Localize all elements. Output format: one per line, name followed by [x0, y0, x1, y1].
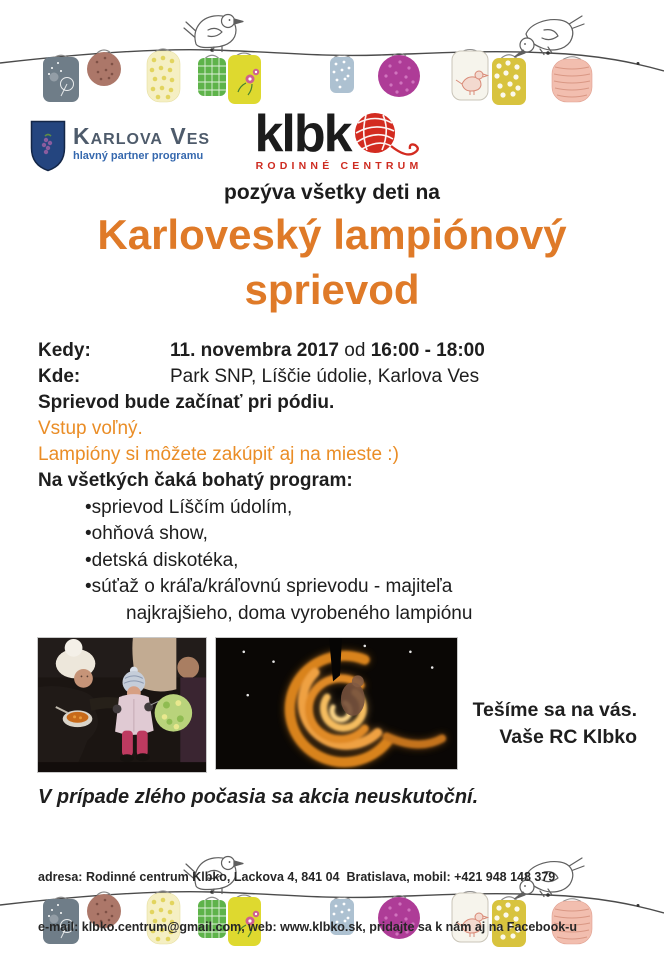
- partner-name: Karlova Ves: [73, 123, 211, 149]
- where-row: [38, 364, 638, 390]
- top-lantern-garland: [0, 0, 664, 115]
- invite-line: pozýva všetky deti na: [224, 181, 440, 204]
- when-row: [38, 338, 638, 364]
- footer-address-line: adresa: Rodinné centrum Klbko, Lackova 4, 841 04 Bratislava, mobil: +421 948 148 379: [38, 870, 556, 884]
- partner-tagline: hlavný partner programu: [73, 150, 204, 162]
- poster-title: [0, 207, 664, 317]
- lantern-note: Lampióny si môžete zakúpiť aj na mieste :): [38, 444, 399, 465]
- klbko-logo: [244, 105, 434, 172]
- closing-message: [397, 697, 637, 751]
- yarn-ball-icon: [352, 110, 424, 160]
- title-line-1: Karloveský lampiónový: [97, 211, 567, 258]
- karlova-ves-logo: [30, 120, 210, 172]
- when-label: Kedy:: [38, 340, 91, 361]
- program-section: [38, 468, 638, 627]
- program-item-continuation: najkrajšieho, doma vyrobeného lampiónu: [126, 602, 473, 624]
- footer-contact-line: e-mail: klbko.centrum@gmail.com, web: www.klbko.sk, pridajte sa k nám aj na Facebook-u: [38, 919, 577, 934]
- where-label: Kde:: [38, 366, 81, 387]
- program-item: •detská diskotéka,: [85, 549, 239, 571]
- karlova-ves-crest-icon: [30, 120, 66, 172]
- program-heading: Na všetkých čaká bohatý program:: [38, 470, 353, 491]
- when-date: 11. novembra 2017: [170, 340, 339, 361]
- closing-line-1: Tešíme sa na vás.: [472, 699, 637, 721]
- closing-line-2: Vaše RC Klbko: [499, 726, 637, 748]
- program-item: •ohňová show,: [85, 523, 208, 544]
- when-time: 16:00 - 18:00: [370, 340, 485, 361]
- weather-note: V prípade zlého počasia sa akcia neuskutoční.: [38, 786, 479, 808]
- event-details: [38, 338, 638, 468]
- photo-child-with-lantern: [37, 637, 207, 773]
- entry-note: Vstup voľný.: [38, 418, 143, 439]
- program-item: •sprievod Líščím údolím,: [85, 496, 293, 518]
- klbko-wordmark: klbk: [254, 105, 351, 163]
- contact-footer: [38, 836, 577, 960]
- program-item: •súťaž o kráľa/kráľovnú sprievodu - majiteľa: [85, 576, 453, 597]
- title-line-2: sprievod: [244, 266, 420, 313]
- organizer-subtitle: RODINNÉ CENTRUM: [255, 160, 423, 172]
- where-value: Park SNP, Líščie údolie, Karlova Ves: [170, 366, 480, 387]
- when-conjunction: od: [344, 340, 366, 361]
- start-note: Sprievod bude začínať pri pódiu.: [38, 392, 335, 413]
